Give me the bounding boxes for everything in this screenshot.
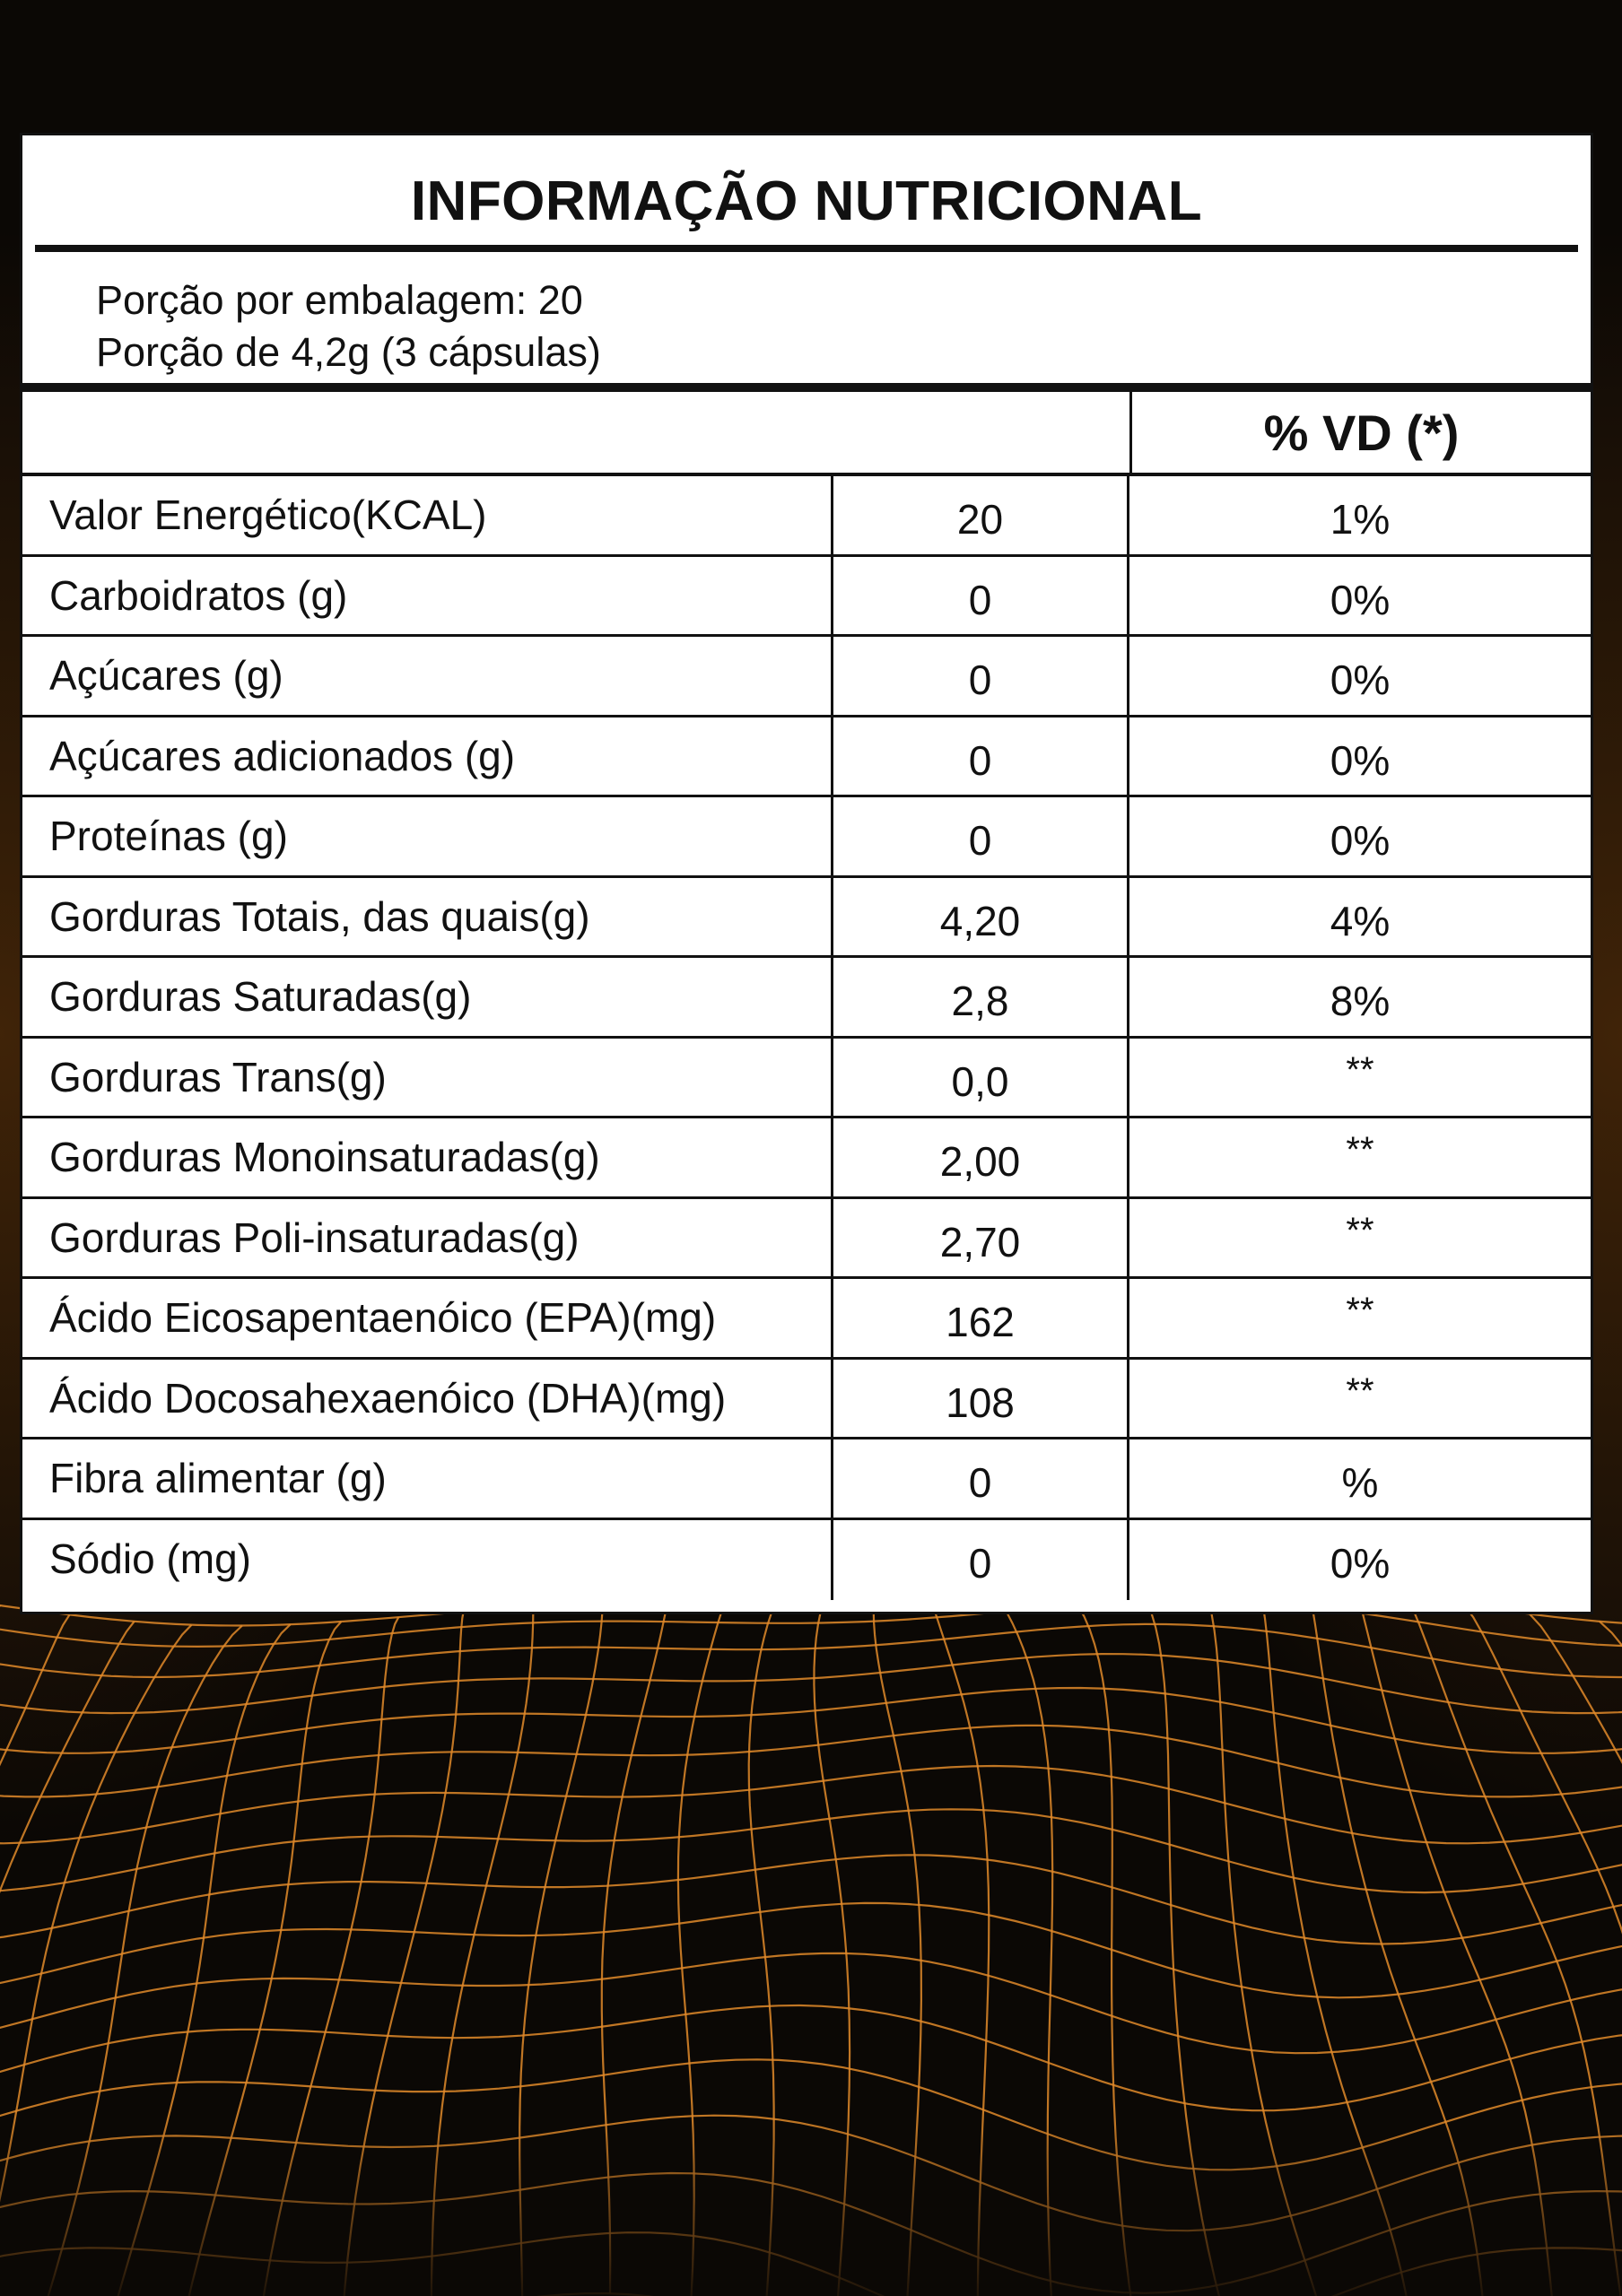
- nutrient-name: Carboidratos (g): [22, 557, 833, 635]
- nutrition-facts-label: [20, 133, 1593, 1614]
- nutrient-name: Açúcares adicionados (g): [22, 718, 833, 796]
- header-divider: [22, 383, 1591, 392]
- nutrient-amount: 0,0: [833, 1039, 1129, 1117]
- nutrient-amount: 0: [833, 1520, 1129, 1601]
- nutrient-amount: 162: [833, 1279, 1129, 1357]
- nutrient-vd: **: [1346, 1049, 1374, 1090]
- nutrient-vd: 4%: [1330, 897, 1391, 944]
- table-row: [22, 1279, 1591, 1360]
- table-row: [22, 1520, 1591, 1601]
- nutrient-amount: 0: [833, 637, 1129, 715]
- nutrient-name: Gorduras Poli-insaturadas(g): [22, 1199, 833, 1277]
- nutrient-vd: 0%: [1330, 817, 1391, 864]
- nutrient-amount: 2,8: [833, 958, 1129, 1036]
- nutrient-amount: 2,70: [833, 1199, 1129, 1277]
- table-row: [22, 1199, 1591, 1280]
- nutrient-name: Gorduras Saturadas(g): [22, 958, 833, 1036]
- nutrient-amount: 0: [833, 557, 1129, 635]
- nutrient-vd: 0%: [1330, 657, 1391, 703]
- table-row: [22, 1039, 1591, 1119]
- nutrient-name: Ácido Docosahexaenóico (DHA)(mg): [22, 1360, 833, 1438]
- nutrient-table: [22, 476, 1591, 1600]
- nutrient-name: Gorduras Monoinsaturadas(g): [22, 1118, 833, 1196]
- title-divider: [35, 245, 1578, 252]
- nutrient-amount: 0: [833, 718, 1129, 796]
- table-row: [22, 958, 1591, 1039]
- nutrient-vd: 0%: [1330, 1539, 1391, 1587]
- table-row: [22, 797, 1591, 878]
- nutrient-amount: 2,00: [833, 1118, 1129, 1196]
- table-row: [22, 1118, 1591, 1199]
- nutrient-vd: **: [1346, 1370, 1374, 1411]
- nutrient-name: Açúcares (g): [22, 637, 833, 715]
- table-row: [22, 557, 1591, 638]
- nutrient-name: Proteínas (g): [22, 797, 833, 875]
- portion-size: Porção de 4,2g (3 cápsulas): [96, 329, 601, 375]
- nutrient-vd: **: [1346, 1210, 1374, 1250]
- nutrient-vd: **: [1346, 1291, 1374, 1330]
- portion-per-package: Porção por embalagem: 20: [96, 277, 583, 323]
- nutrient-amount: 20: [833, 476, 1129, 554]
- nutrient-name: Sódio (mg): [22, 1520, 833, 1601]
- nutrient-vd: %: [1341, 1459, 1379, 1506]
- nutrient-name: Gorduras Totais, das quais(g): [22, 878, 833, 956]
- table-row: [22, 718, 1591, 798]
- table-row: [22, 637, 1591, 718]
- nutrient-amount: 108: [833, 1360, 1129, 1438]
- table-row: [22, 1360, 1591, 1440]
- table-row: [22, 1439, 1591, 1520]
- nutrient-vd: 8%: [1330, 978, 1391, 1024]
- nutrient-vd: 1%: [1330, 496, 1391, 543]
- table-row: [22, 476, 1591, 557]
- label-title: INFORMAÇÃO NUTRICIONAL: [410, 170, 1203, 232]
- nutrient-name: Valor Energético(KCAL): [22, 476, 833, 554]
- nutrient-vd: 0%: [1330, 576, 1391, 623]
- nutrient-vd: 0%: [1330, 736, 1391, 784]
- nutrient-vd: **: [1346, 1130, 1374, 1170]
- nutrient-name: Gorduras Trans(g): [22, 1039, 833, 1117]
- nutrient-amount: 0: [833, 1439, 1129, 1518]
- nutrient-amount: 4,20: [833, 878, 1129, 956]
- table-row: [22, 878, 1591, 959]
- nutrient-amount: 0: [833, 797, 1129, 875]
- vd-column-header: % VD (*): [1263, 404, 1460, 461]
- nutrient-name: Fibra alimentar (g): [22, 1439, 833, 1518]
- nutrient-name: Ácido Eicosapentaenóico (EPA)(mg): [22, 1279, 833, 1357]
